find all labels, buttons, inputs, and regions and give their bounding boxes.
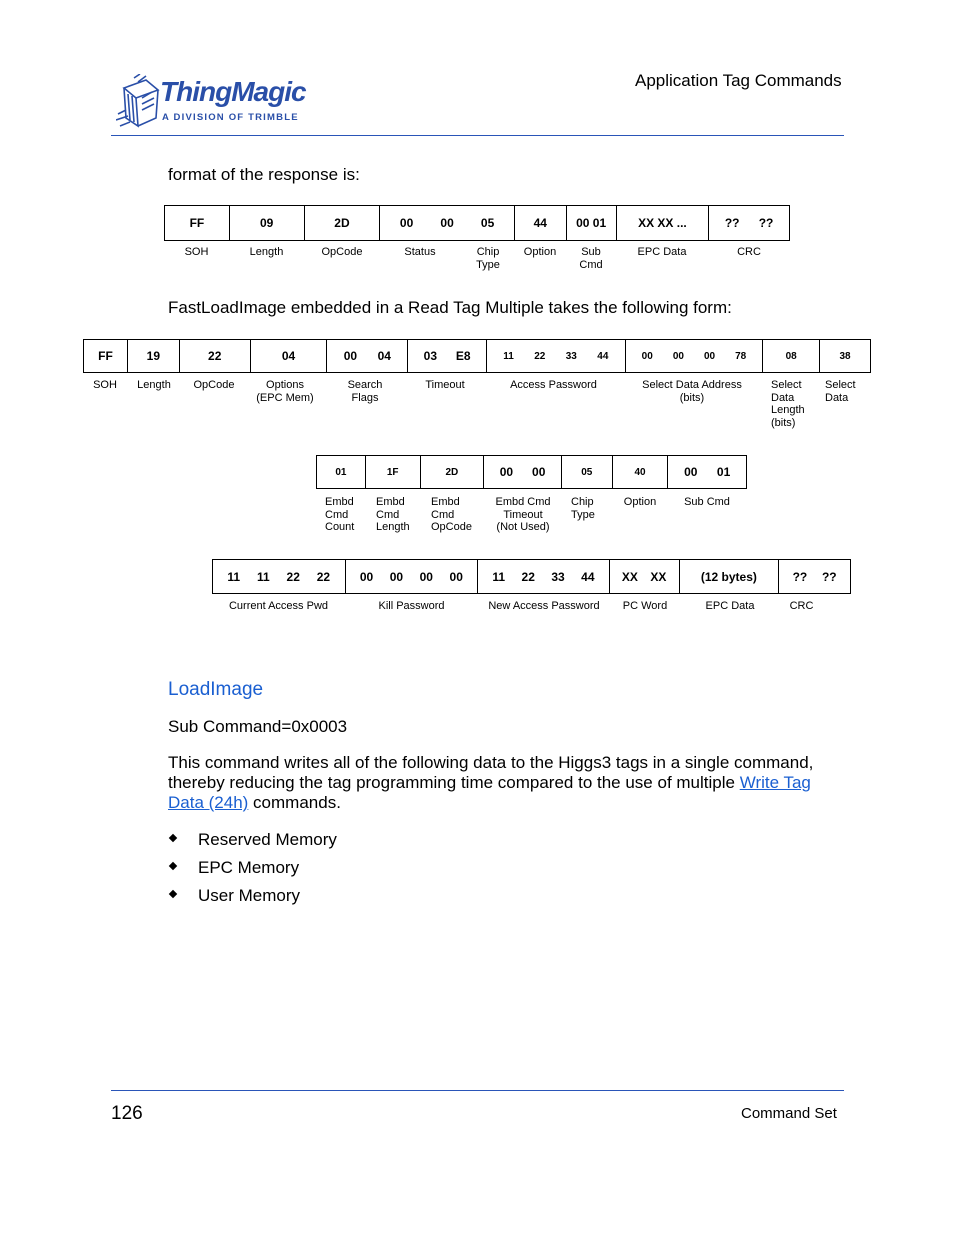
cell-value: 09 <box>260 216 274 230</box>
cell-value: 33 <box>551 569 565 584</box>
cell-value: 00 <box>399 216 414 230</box>
footer-rule <box>111 1090 844 1091</box>
field-caption: Select Data Address (bits) <box>642 379 742 404</box>
bullet-item: User Memory <box>198 886 301 905</box>
cell-value: XX XX ... <box>638 216 687 230</box>
table-cell <box>763 340 820 372</box>
cell-value: 08 <box>785 350 797 362</box>
field-caption: Kill Password <box>378 600 445 612</box>
table-cell <box>820 340 870 372</box>
field-caption: New Access Password <box>488 600 600 612</box>
cell-value: 00 <box>684 465 698 479</box>
table-cell <box>128 340 180 372</box>
logo-name: ThingMagic <box>160 76 306 107</box>
bullet-diamond-icon <box>169 890 177 898</box>
field-caption: CRC <box>737 246 761 258</box>
field-caption: Option <box>623 496 657 508</box>
logo-tagline: A DIVISION OF TRIMBLE <box>162 112 299 123</box>
cell-value: 00 <box>672 350 684 362</box>
cell-value: 00 <box>703 350 716 362</box>
cell-value: 40 <box>634 466 646 478</box>
field-caption: Status <box>404 246 436 258</box>
cell-value: 00 <box>343 349 358 363</box>
cell-value: 78 <box>735 350 747 362</box>
section-title: Application Tag Commands <box>635 71 842 90</box>
cell-value: 00 <box>440 216 454 230</box>
table-cell <box>346 560 479 593</box>
cell-value: 11 <box>503 350 514 362</box>
page-number: 126 <box>111 1103 143 1124</box>
field-caption: EPC Data <box>705 600 755 612</box>
field-caption: Embd Cmd Length <box>376 496 410 533</box>
table-cell <box>567 206 617 240</box>
cell-value: 33 <box>565 350 577 362</box>
table-cell <box>515 206 567 240</box>
cell-value: 38 <box>839 350 851 362</box>
cell-value: ?? <box>758 216 774 230</box>
cell-value: 05 <box>480 216 495 230</box>
table-cell <box>408 340 487 372</box>
field-caption: Embd Cmd OpCode <box>431 496 472 533</box>
field-caption: OpCode <box>193 379 235 391</box>
footer-section: Command Set <box>741 1105 837 1122</box>
fastload-table-row3 <box>212 559 851 594</box>
cell-value: XX <box>650 569 667 584</box>
field-caption: CRC <box>789 600 814 612</box>
table-cell <box>779 560 850 593</box>
cell-value: 00 <box>641 350 653 362</box>
cell-value: 44 <box>581 569 595 584</box>
field-caption: Embd Cmd Timeout (Not Used) <box>495 496 551 533</box>
table-cell <box>626 340 764 372</box>
field-caption: OpCode <box>321 246 363 258</box>
table-cell <box>709 206 789 240</box>
cell-value: 01 <box>335 466 347 478</box>
cell-value: 22 <box>521 569 535 584</box>
field-caption: SOH <box>93 379 117 391</box>
table-cell <box>317 456 366 488</box>
table-cell <box>421 456 485 488</box>
field-caption: Sub Cmd <box>684 496 730 508</box>
table-cell <box>213 560 346 593</box>
write-tag-data-link[interactable]: Write Tag <box>739 773 811 792</box>
field-caption: Current Access Pwd <box>228 600 329 612</box>
cell-value: 11 <box>492 569 506 584</box>
field-caption: Option <box>523 246 557 258</box>
table-cell <box>610 560 680 593</box>
bullet-diamond-icon <box>169 834 177 842</box>
cell-value: 2D <box>334 216 350 230</box>
cell-value: 11 <box>227 569 241 584</box>
table-cell <box>380 206 515 240</box>
field-caption: Select Data <box>825 379 856 404</box>
cell-value: 19 <box>146 349 161 363</box>
response-format-table <box>164 205 790 241</box>
cell-value: 22 <box>208 349 222 363</box>
table-cell <box>484 456 562 488</box>
paragraph-line-3: Data (24h) commands. <box>168 793 341 812</box>
table-cell <box>487 340 626 372</box>
field-caption: EPC Data <box>637 246 687 258</box>
cell-value: 00 01 <box>576 216 607 230</box>
cell-value: FF <box>98 349 113 363</box>
cell-value: 11 <box>256 569 270 584</box>
bullet-item: EPC Memory <box>198 858 300 877</box>
table-cell <box>327 340 408 372</box>
write-tag-data-link-cont[interactable]: Data (24h) <box>168 793 249 812</box>
fastload-text: FastLoadImage embedded in a Read Tag Multiple takes the following form: <box>168 298 732 317</box>
cell-value: 00 <box>449 569 463 584</box>
logo <box>112 72 312 132</box>
logo-cube-icon <box>116 74 162 130</box>
cell-value: ?? <box>724 216 740 230</box>
table-cell <box>165 206 230 240</box>
field-caption: Chip Type <box>476 246 500 271</box>
cell-value: ?? <box>792 569 808 584</box>
cell-value: 00 <box>389 569 404 584</box>
cell-value: (12 bytes) <box>700 569 757 584</box>
table-cell <box>668 456 746 488</box>
cell-value: 05 <box>581 466 593 478</box>
cell-value: 22 <box>286 569 300 584</box>
cell-value: 1F <box>386 466 399 478</box>
fastload-table-row2 <box>316 455 747 489</box>
field-caption: Search Flags <box>347 379 383 404</box>
cell-value: 00 <box>359 569 374 584</box>
cell-value: 2D <box>445 466 459 478</box>
cell-value: 00 <box>419 569 433 584</box>
field-caption: Select Data Length (bits) <box>771 379 805 429</box>
table-cell <box>305 206 381 240</box>
field-caption: PC Word <box>622 600 668 612</box>
paragraph-line-2: thereby reducing the tag programming time compared to the use of multiple Write Tag <box>168 773 811 792</box>
field-caption: Options (EPC Mem) <box>256 379 314 404</box>
field-caption: Embd Cmd Count <box>325 496 355 533</box>
cell-value: 04 <box>377 349 391 363</box>
subcommand-text: Sub Command=0x0003 <box>168 717 348 736</box>
cell-value: 00 <box>499 465 514 479</box>
description-paragraph <box>168 753 848 813</box>
cell-value: 00 <box>532 465 546 479</box>
cell-value: 44 <box>597 350 609 362</box>
field-caption: Length <box>137 379 171 391</box>
bullet-item: Reserved Memory <box>198 830 337 849</box>
field-caption: SOH <box>184 246 209 258</box>
cell-value: XX <box>621 569 638 584</box>
cell-value: 22 <box>316 569 331 584</box>
cell-value: 44 <box>533 216 547 230</box>
cell-value: ?? <box>821 569 837 584</box>
cell-value: 22 <box>534 350 546 362</box>
cell-value: 01 <box>716 465 731 479</box>
field-caption: Sub Cmd <box>579 246 603 271</box>
bullet-diamond-icon <box>169 862 177 870</box>
cell-value: FF <box>189 216 205 230</box>
cell-value: E8 <box>455 349 471 363</box>
table-cell <box>680 560 780 593</box>
intro-text: format of the response is: <box>168 165 360 184</box>
table-cell <box>251 340 328 372</box>
cell-value: 04 <box>281 349 296 363</box>
table-cell <box>613 456 669 488</box>
table-cell <box>180 340 251 372</box>
cell-value: 03 <box>423 349 438 363</box>
header-rule <box>111 135 844 136</box>
table-cell <box>366 456 421 488</box>
table-cell <box>84 340 128 372</box>
paragraph-line-1: This command writes all of the following data to the Higgs3 tags in a single command, <box>168 753 814 772</box>
fastload-table-row1 <box>83 339 871 373</box>
table-cell <box>617 206 710 240</box>
field-caption: Timeout <box>425 379 465 391</box>
section-heading: LoadImage <box>168 679 264 700</box>
field-caption: Chip Type <box>571 496 595 521</box>
field-caption: Length <box>249 246 284 258</box>
table-cell <box>562 456 613 488</box>
table-cell <box>230 206 305 240</box>
table-cell <box>478 560 610 593</box>
field-caption: Access Password <box>510 379 597 391</box>
